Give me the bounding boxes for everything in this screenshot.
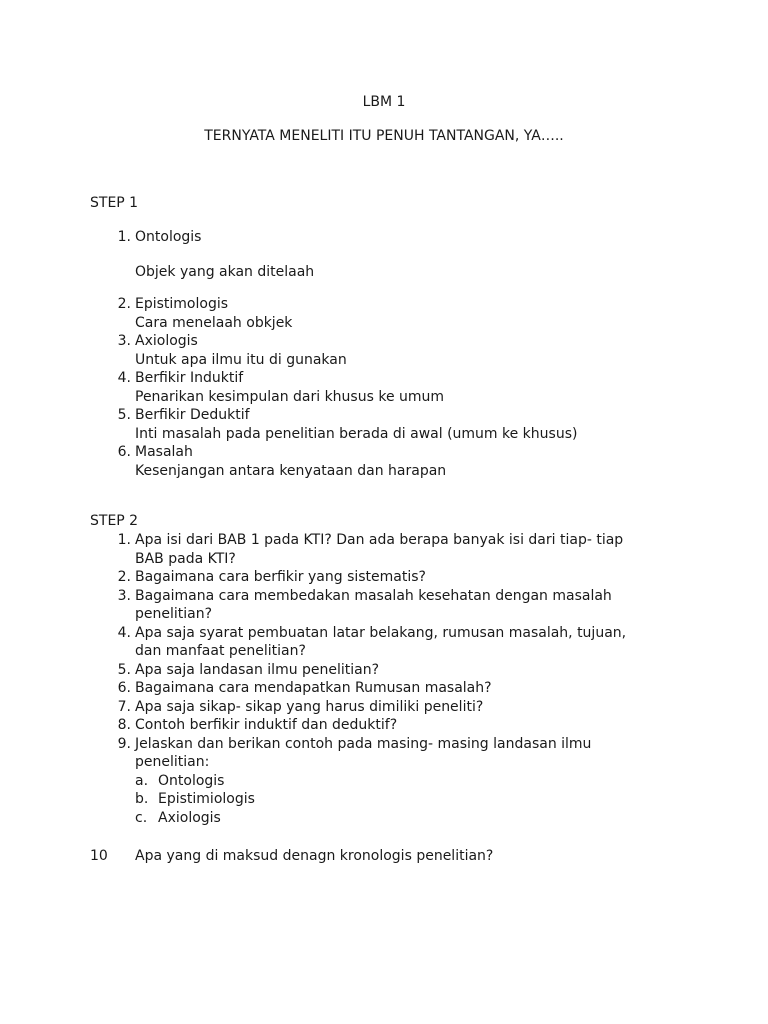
step2-item xyxy=(90,531,690,568)
item-term: Masalah xyxy=(135,444,193,460)
sub-list-letter: c. xyxy=(135,809,148,826)
list-number: 8. xyxy=(117,717,131,733)
question-line: Contoh berfikir induktif dan deduktif? xyxy=(135,717,398,733)
list-number: 2. xyxy=(117,296,131,312)
question-line: Apa yang di maksud denagn kronologis penelitian? xyxy=(135,848,494,864)
item-description: Cara menelaah obkjek xyxy=(135,314,293,331)
sub-list-text: Ontologis xyxy=(158,772,225,789)
step2-item xyxy=(90,624,690,661)
step1-item xyxy=(90,332,690,369)
sub-list-item xyxy=(135,772,690,791)
list-number: 4. xyxy=(117,624,131,641)
list-number: 1. xyxy=(117,229,131,245)
sub-list-letter: b. xyxy=(135,791,149,807)
step1-list-continued xyxy=(90,295,690,480)
document-subtitle: TERNYATA MENELITI ITU PENUH TANTANGAN, YA….. xyxy=(204,128,564,144)
sub-list-text: Axiologis xyxy=(158,809,221,826)
step2-item xyxy=(90,568,690,587)
step1-list xyxy=(90,228,690,281)
question-line: Apa saja sikap- sikap yang harus dimiliki peneliti? xyxy=(135,698,484,715)
list-number: 6. xyxy=(117,444,131,460)
item-term: Axiologis xyxy=(135,333,198,349)
step2-heading: STEP 2 xyxy=(90,513,139,529)
sub-list-letter: a. xyxy=(135,772,149,789)
list-number: 2. xyxy=(117,569,131,585)
question-line: Apa saja landasan ilmu penelitian? xyxy=(135,661,380,678)
item-term: Berfikir Induktif xyxy=(135,370,244,386)
step2-item xyxy=(90,587,690,624)
step1-item xyxy=(90,369,690,406)
step2-list xyxy=(90,531,690,827)
step2-item xyxy=(90,679,690,698)
step2-item xyxy=(90,716,690,735)
list-number: 3. xyxy=(117,587,131,604)
question-line: Apa isi dari BAB 1 pada KTI? Dan ada berapa banyak isi dari tiap- tiap xyxy=(135,532,624,548)
list-number: 5. xyxy=(117,661,131,678)
list-number: 1. xyxy=(117,532,131,548)
item-description: Penarikan kesimpulan dari khusus ke umum xyxy=(135,388,445,405)
sub-list xyxy=(135,772,690,828)
list-number: 10 xyxy=(90,848,108,864)
question-line: dan manfaat penelitian? xyxy=(135,643,306,659)
step2-item xyxy=(90,847,690,866)
question-line: penelitian? xyxy=(135,606,213,622)
question-line: BAB pada KTI? xyxy=(135,550,236,567)
item-description: Kesenjangan antara kenyataan dan harapan xyxy=(135,462,447,479)
step2-item xyxy=(90,661,690,680)
sub-list-item xyxy=(135,809,690,828)
list-number: 7. xyxy=(117,698,131,715)
question-line: Apa saja syarat pembuatan latar belakang, rumusan masalah, tujuan, xyxy=(135,624,627,641)
step1-heading: STEP 1 xyxy=(90,195,139,211)
question-line: penelitian: xyxy=(135,754,210,770)
sub-list-text: Epistimiologis xyxy=(158,791,255,807)
item-description: Inti masalah pada penelitian berada di awal (umum ke khusus) xyxy=(135,425,578,442)
item-term: Berfikir Deduktif xyxy=(135,407,250,423)
step2-item xyxy=(90,735,690,828)
question-line: Bagaimana cara berfikir yang sistematis? xyxy=(135,569,426,585)
step1-item xyxy=(90,228,690,281)
question-line: Jelaskan dan berikan contoh pada masing- masing landasan ilmu xyxy=(135,735,592,752)
list-number: 3. xyxy=(117,333,131,349)
list-number: 4. xyxy=(117,370,131,386)
item-description: Untuk apa ilmu itu di gunakan xyxy=(135,351,347,368)
step1-item xyxy=(90,406,690,443)
step2-item xyxy=(90,698,690,717)
document-title: LBM 1 xyxy=(362,94,406,110)
step1-item xyxy=(90,295,690,332)
list-number: 5. xyxy=(117,407,131,423)
item-term: Ontologis xyxy=(135,229,202,245)
step2-item-10 xyxy=(90,847,690,866)
step1-item xyxy=(90,443,690,480)
list-number: 9. xyxy=(117,735,131,752)
list-number: 6. xyxy=(117,680,131,696)
item-term: Epistimologis xyxy=(135,296,229,312)
question-line: Bagaimana cara mendapatkan Rumusan masalah? xyxy=(135,680,492,696)
item-description: Objek yang akan ditelaah xyxy=(135,263,315,280)
sub-list-item xyxy=(135,790,690,809)
question-line: Bagaimana cara membedakan masalah kesehatan dengan masalah xyxy=(135,587,612,604)
